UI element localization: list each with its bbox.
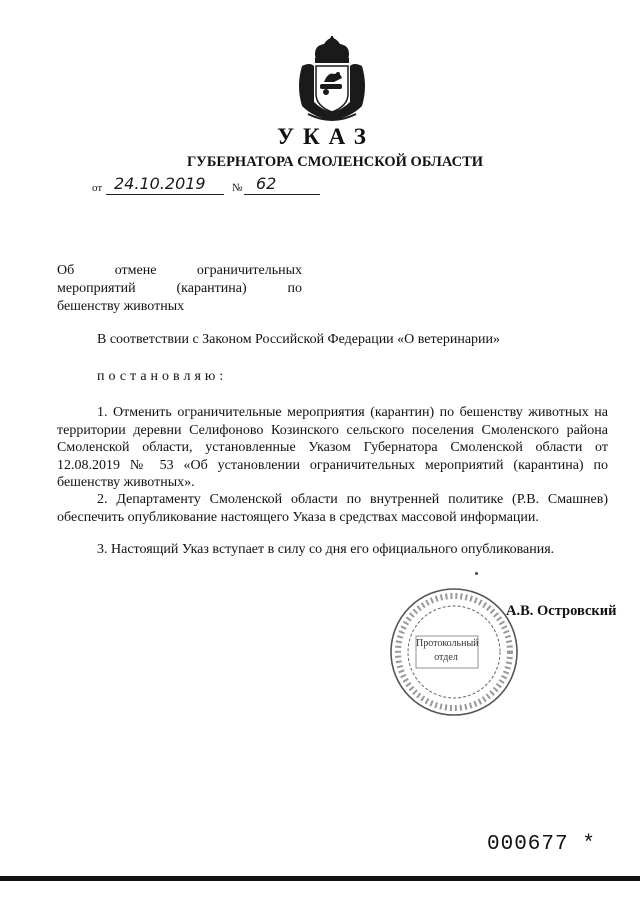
item-2: 2. Департаменту Смоленской области по внутренней политике (Р.В. Смашнев) обеспечить опубликование настоящего Указа в средствах массовой информации. [57,492,608,525]
subject-line-3: бешенству животных [57,299,185,314]
date-underline [106,194,224,195]
item-3: 3. Настоящий Указ вступает в силу со дня его официального опубликования. [97,542,555,557]
bottom-border-bar [0,876,640,881]
number-label: № [232,182,243,194]
ink-dot [475,572,478,575]
stamp-line-2: отдел [434,652,458,663]
resolve-word: постановляю: [97,369,228,384]
intro-paragraph: В соответствии с Законом Российской Федерации «О ветеринарии» [97,332,501,347]
subject-line-2: мероприятий (карантина) по [57,281,302,296]
handwritten-number: 62 [256,174,277,193]
document-subject [57,262,302,316]
stamp-line-1: Протокольный [416,638,479,649]
from-label: от [92,182,103,194]
document-subtitle: ГУБЕРНАТОРА СМОЛЕНСКОЙ ОБЛАСТИ [186,154,484,170]
date-number-line [92,176,332,198]
serial-number: 000677 * [487,833,596,856]
smolensk-coat-of-arms-icon [294,36,370,122]
item-1: 1. Отменить ограничительные мероприятия (карантин) по бешенству животных на территории деревни Селифоново Козинского сельского поселения Смоленского района Смоленской области, установленные Указом Губернатора Смоленской области от 12.08.2019 № 53 «Об установлении ограничительных мероприятий (карантина) по бешенству животных». [57,405,608,490]
handwritten-date: 24.10.2019 [114,174,206,193]
number-underline [244,194,320,195]
stamp-label [416,637,479,665]
signatory-name: А.В. Островский [506,603,617,619]
subject-line-1: Об отмене ограничительных [57,263,302,278]
document-title: УКАЗ [277,124,375,149]
crown-icon [315,36,349,63]
